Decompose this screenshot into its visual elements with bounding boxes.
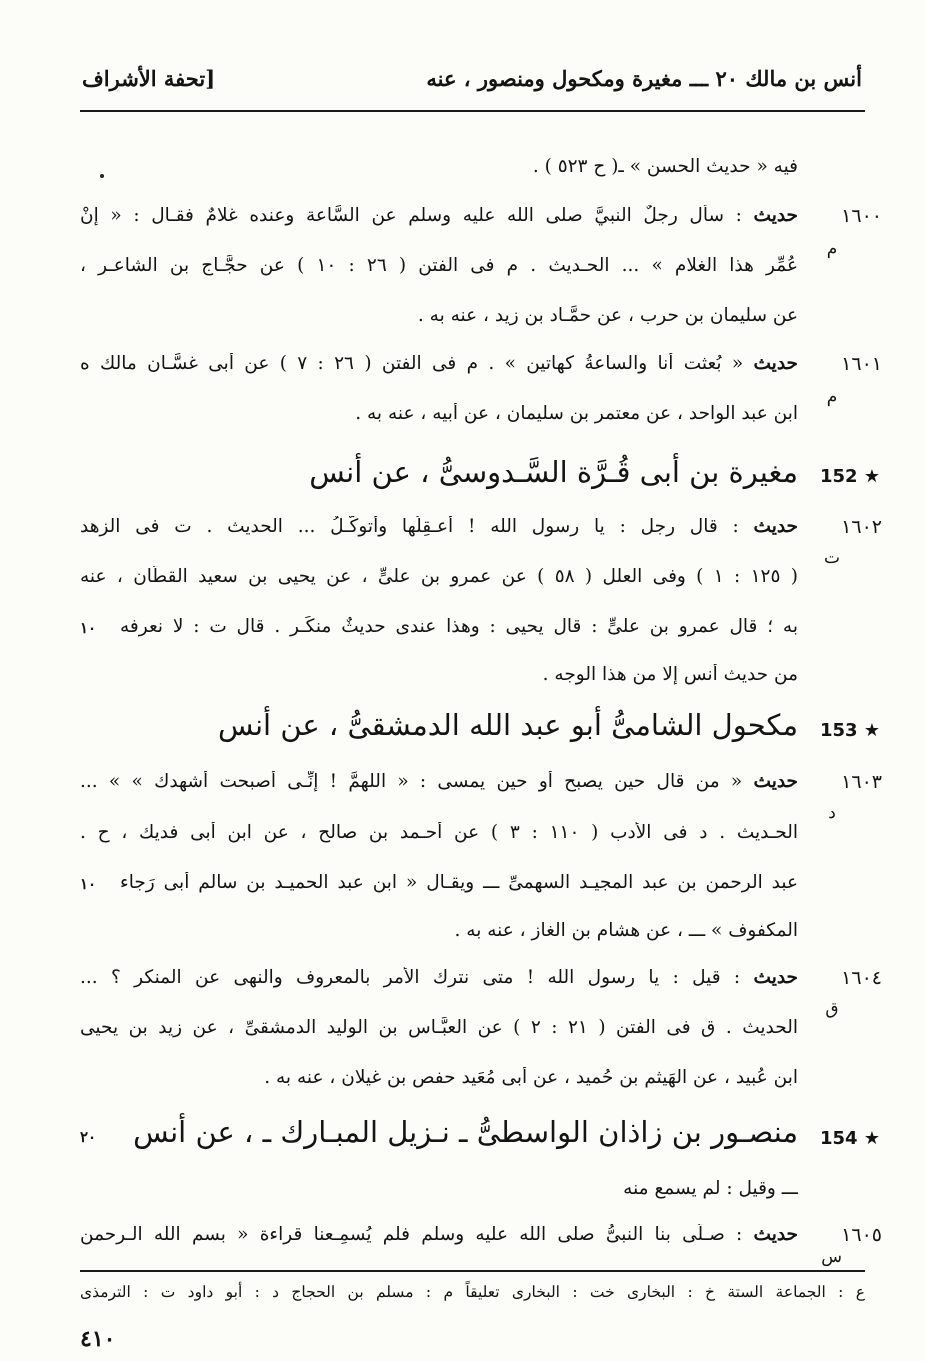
text-line: ـــ وقيل : لم يسمع منه: [623, 1178, 798, 1199]
text-line: المكفوف » ـــ ، عن هشام بن الغاز ، عنه به .: [454, 920, 798, 941]
footer-rule: [80, 1270, 865, 1272]
text-line: حديث « من قال حين يصبح أو حين يمسى : « اللهمَّ ! إنِّـى أصبحت أشهدك » » ...: [80, 771, 798, 792]
text-line: ابن عُبيد ، عن الهَيثم بن حُميد ، عن أبى مُعَيد حفص بن غيلان ، عنه به .: [264, 1067, 798, 1088]
text-line: عُمِّر هذا الغلام » ... الحـديث . م فى الفتن ( ٢٦ : ١٠ ) عن حجَّـاج بن الشاعـر ،: [80, 255, 798, 276]
hadith-siglum: ت: [823, 548, 840, 568]
hadith-siglum: م: [826, 239, 838, 259]
text-line: حديث : قال رجل : يا رسول الله ! أعـقِلُها وأتوكَّـلُ ... الحديث . ت فى الزهد: [80, 516, 798, 537]
chapter-heading: مغيرة بن أبى قُـرَّة السَّـدوسىُّ ، عن أنس: [309, 455, 798, 489]
text-line: حديث : سأل رجلٌ النبيَّ صلى الله عليه وسلم عن السَّاعة وعنده غلامٌ فقـال : « إنْ: [80, 205, 798, 226]
hadith-siglum: د: [828, 803, 836, 823]
hadith-number: ١٦٠٢: [841, 516, 882, 538]
header-title: أنس بن مالك ٢٠ ـــ مغيرة ومكحول ومنصور ، عنه: [426, 66, 862, 91]
hadith-number: ١٦٠٣: [841, 771, 882, 793]
hadith-number: ١٦٠٥: [841, 1224, 882, 1246]
chapter-number: 154 ★: [820, 1128, 880, 1149]
text-line: ابن عبد الواحد ، عن معتمر بن سليمان ، عن أبيه ، عنه به .: [355, 403, 798, 424]
hadith-siglum: م: [826, 387, 838, 407]
chapter-number: 152 ★: [820, 466, 880, 487]
line-number: ١٠: [80, 619, 97, 637]
line-number: ٢٠: [80, 1128, 97, 1146]
sigla-legend: ع : الجماعة الستة خ : البخارى خت : البخارى تعليقاً م : مسلم بن الحجاج د : أبو داود ت : الترمذى: [80, 1283, 865, 1301]
hadith-number: ١٦٠٠: [841, 205, 882, 227]
text-line: حديث « بُعثت أنا والساعةُ كهاتين » . م فى الفتن ( ٢٦ : ٧ ) عن أبى غسَّـان مالك ه: [80, 353, 798, 374]
chapter-heading: منصـور بن زاذان الواسطىُّ ـ نـزيل المبـارك ـ ، عن أنس: [133, 1115, 798, 1149]
text-line: عبد الرحمن بن عبد المجيـد السهمىِّ ـــ ويقـال « ابن عبد الحميـد بن سالم أبى رَجاء: [120, 872, 798, 893]
hadith-number: ١٦٠٤: [841, 967, 882, 989]
line-number: ١٠: [80, 875, 97, 893]
text-line: ( ١٢٥ : ١ ) وفى العلل ( ٥٨ ) عن عمرو بن علىٍّ ، عن يحيى بن سعيد القطّان ، عنه: [80, 566, 798, 587]
text-line: به ؛ قال عمرو بن علىٍّ : قال يحيى : وهذا عندى حديثٌ منكَـر . قال ت : لا نعرفه: [120, 616, 798, 637]
running-header: [82, 66, 862, 102]
margin-dot: [100, 174, 104, 178]
text-line: فيه « حديث الحسن » ـ( ح ٥٢٣ ) .: [532, 156, 798, 177]
chapter-heading: مكحول الشامىُّ أبو عبد الله الدمشقىُّ ، عن أنس: [218, 708, 798, 742]
hadith-siglum: س: [821, 1247, 842, 1267]
header-rule: [80, 110, 865, 112]
text-line: عن سليمان بن حرب ، عن حمَّـاد بن زيد ، عنه به .: [417, 305, 798, 326]
hadith-siglum: ق: [825, 999, 839, 1019]
header-book-name: [تحفة الأشراف: [82, 66, 216, 91]
text-line: حديث : صـلَّى بنا النبىُّ صلى الله عليه وسلم فلم يُسمِـعنا قراءة « بسم الله الـرحمن: [80, 1224, 798, 1245]
page-number: ٤١٠: [80, 1326, 116, 1352]
chapter-number: 153 ★: [820, 720, 880, 741]
text-line: الحديث . ق فى الفتن ( ٢١ : ٢ ) عن العبَّـاس بن الوليد الدمشقىِّ ، عن زيد بن يحيى: [80, 1017, 798, 1038]
text-line: الحـديث . د فى الأدب ( ١١٠ : ٣ ) عن أحـمد بن صالح ، عن ابن أبى فديك ، ح .: [80, 822, 798, 843]
text-line: من حديث أنس إلا من هذا الوجه .: [542, 664, 798, 685]
text-line: حديث : قيل : يا رسول الله ! متى نترك الأمر بالمعروف والنهى عن المنكر ؟ ...: [80, 967, 798, 988]
hadith-number: ١٦٠١: [841, 353, 882, 375]
